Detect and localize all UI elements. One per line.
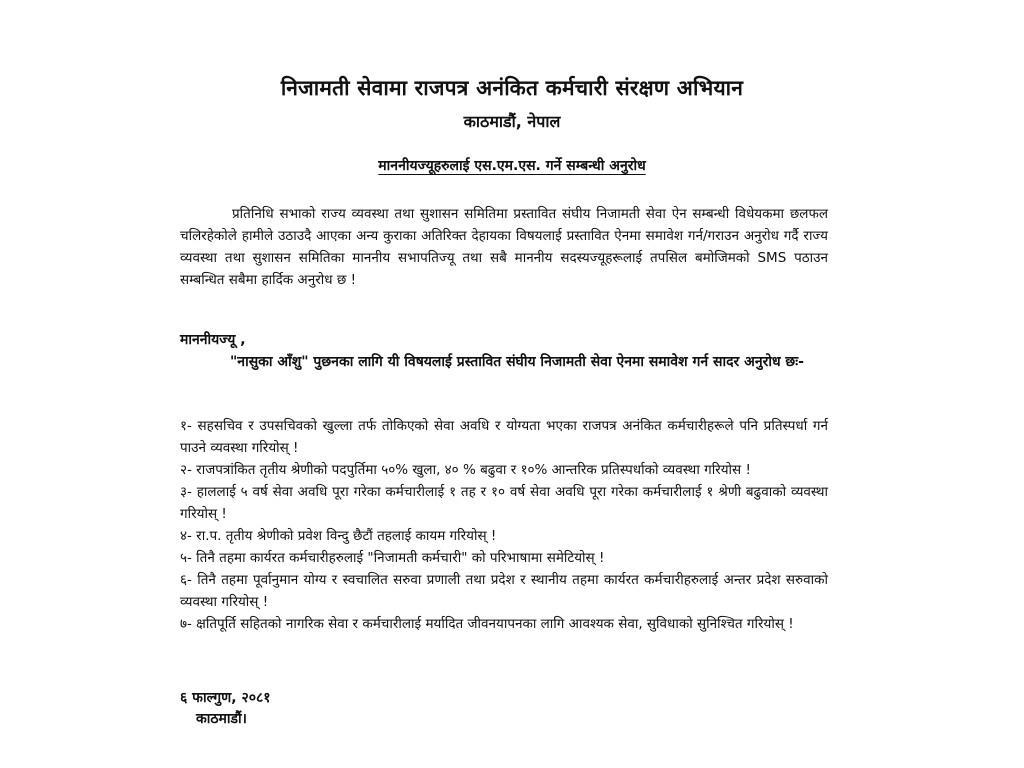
request-text: "नासुका आँशु" पुछनका लागि यी विषयलाई प्रस्तावित संघीय निजामती सेवा ऐनमा समावेश गर्न सादर अनुरोध छः- (230, 354, 804, 370)
list-item: ६- तिनै तहमा पूर्वानुमान योग्य र स्वचालित सरुवा प्रणाली तथा प्रदेश र स्थानीय तहमा कार्यरत कर्मचारीहरुलाई अन्तर प्रदेश सरुवाको व्यवस्था गरियोस् ! (180, 572, 828, 610)
location-header: काठमाडौं, नेपाल (463, 112, 561, 131)
subject-text: माननीयज्यूहरुलाई एस.एम.एस. गर्ने सम्बन्धी अनुरोध (378, 158, 646, 174)
document-title: निजामती सेवामा राजपत्र अनंकित कर्मचारी संरक्षण अभियान (280, 76, 744, 100)
list-item: २- राजपत्रांकित तृतीय श्रेणीको पदपुर्तिमा ५०% खुला, ४० % बढुवा र १०% आन्तरिक प्रतिस्पर्धाको व्यवस्था गरियोस ! (180, 462, 751, 478)
date-line: ६ फाल्गुण, २०८१ (180, 690, 271, 706)
intro-paragraph (180, 203, 828, 291)
intro-text: प्रतिनिधि सभाको राज्य व्यवस्था तथा सुशासन समितिमा प्रस्तावित संघीय निजामती सेवा ऐन सम्बन्धी विधेयकमा छलफल चलिरहेकोले हामीले उठाउदै आएका अन्य कुराका अतिरिक्त देहायका विषयलाई प्रस्तावित ऐनमा समावेश गर्न/गराउन अनुरोध गर्दै राज्य व्यवस्था तथा सुशासन समितिका माननीय सभापतिज्यू तथा सबै माननीय सदस्यज्यूहरूलाई तपसिल बमोजिमको SMS पठाउन सम्बन्धित सबैमा हार्दिक अनुरोध छ ! (180, 206, 828, 288)
place-line: काठमाडौं। (196, 711, 247, 727)
request-paragraph (180, 350, 828, 374)
salutation: माननीयज्यू , (180, 332, 246, 348)
subject-line (0, 156, 1024, 175)
list-item: ४- रा.प. तृतीय श्रेणीको प्रवेश विन्दु छैटौं तहलाई कायम गरियोस् ! (180, 528, 497, 544)
demands-list (180, 415, 828, 635)
list-item: ३- हाललाई ५ वर्ष सेवा अवधि पूरा गरेका कर्मचारीलाई १ तह र १० वर्ष सेवा अवधि पूरा गरेका कर्मचारीलाई १ श्रेणी बढुवाको व्यवस्था गरियोस् ! (180, 484, 828, 522)
list-item: ७- क्षतिपूर्ति सहितको नागरिक सेवा र कर्मचारीलाई मर्यादित जीवनयापनका लागि आवश्यक सेवा, सुविधाको सुनिश्चित गरियोस् ! (180, 616, 794, 632)
list-item: १- सहसचिव र उपसचिवको खुल्ला तर्फ तोकिएको सेवा अवधि र योग्यता भएका राजपत्र अनंकित कर्मचारीहरूले पनि प्रतिस्पर्धा गर्न पाउने व्यवस्था गरियोस् ! (180, 418, 828, 456)
list-item: ५- तिनै तहमा कार्यरत कर्मचारीहरुलाई "निजामती कर्मचारी" को परिभाषामा समेटियोस् ! (180, 550, 605, 566)
